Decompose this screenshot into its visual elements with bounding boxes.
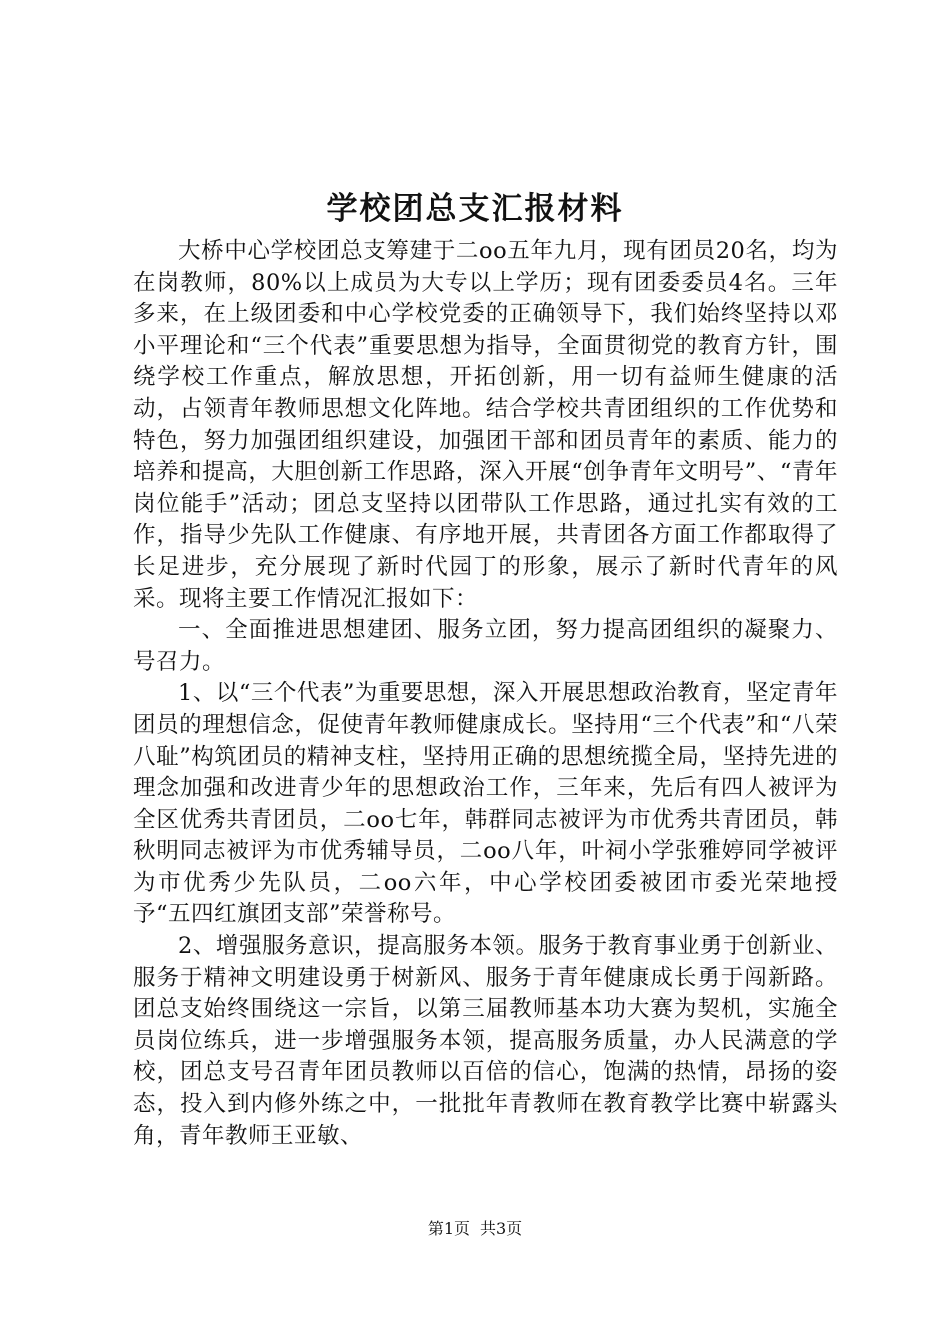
paragraph-item-2: 2、增强服务意识，提高服务本领。服务于教育事业勇于创新业、服务于精神文明建设勇于树新风、服务于青年健康成长勇于闯新路。团总支始终围绕这一宗旨，以第三届教师基本功大赛为契机，实施全员岗位练兵，进一步增强服务本领，提高服务质量，办人民满意的学校，团总支号召青年团员教师以百倍的信心，饱满的热情，昂扬的姿态，投入到内修外练之中，一批批年青教师在教育教学比赛中崭露头角，青年教师王亚敏、 <box>133 933 838 1149</box>
page-total: 共3页 <box>480 1219 523 1238</box>
page-footer <box>0 1218 950 1240</box>
document-title: 学校团总支汇报材料 <box>326 191 624 227</box>
document-body <box>133 236 838 1152</box>
page-number: 第1页 <box>427 1219 470 1238</box>
paragraph-item-1: 1、以“三个代表”为重要思想，深入开展思想政治教育，坚定青年团员的理想信念，促使青年教师健康成长。坚持用“三个代表”和“八荣八耻”构筑团员的精神支柱，坚持用正确的思想统揽全局，坚持先进的理念加强和改进青少年的思想政治工作，三年来，先后有四人被评为全区优秀共青团员，二oo七年，韩群同志被评为市优秀共青团员，韩秋明同志被评为市优秀辅导员，二oo八年，叶祠小学张雅婷同学被评为市优秀少先队员，二oo六年，中心学校团委被团市委光荣地授予“五四红旗团支部”荣誉称号。 <box>133 680 838 928</box>
paragraph-intro: 大桥中心学校团总支筹建于二oo五年九月，现有团员20名，均为在岗教师，80%以上成员为大专以上学历；现有团委委员4名。三年多来，在上级团委和中心学校党委的正确领导下，我们始终坚持以邓小平理论和“三个代表”重要思想为指导，全面贯彻党的教育方针，围绕学校工作重点，解放思想，开拓创新，用一切有益师生健康的活动，占领青年教师思想文化阵地。结合学校共青团组织的工作优势和特色，努力加强团组织建设，加强团干部和团员青年的素质、能力的培养和提高，大胆创新工作思路，深入开展“创争青年文明号”、“青年岗位能手”活动；团总支坚持以团带队工作思路，通过扎实有效的工作，指导少先队工作健康、有序地开展，共青团各方面工作都取得了长足进步，充分展现了新时代园丁的形象，展示了新时代青年的风采。现将主要工作情况汇报如下： <box>133 238 838 612</box>
paragraph-section-one-heading: 一、全面推进思想建团、服务立团，努力提高团组织的凝聚力、号召力。 <box>133 617 838 675</box>
